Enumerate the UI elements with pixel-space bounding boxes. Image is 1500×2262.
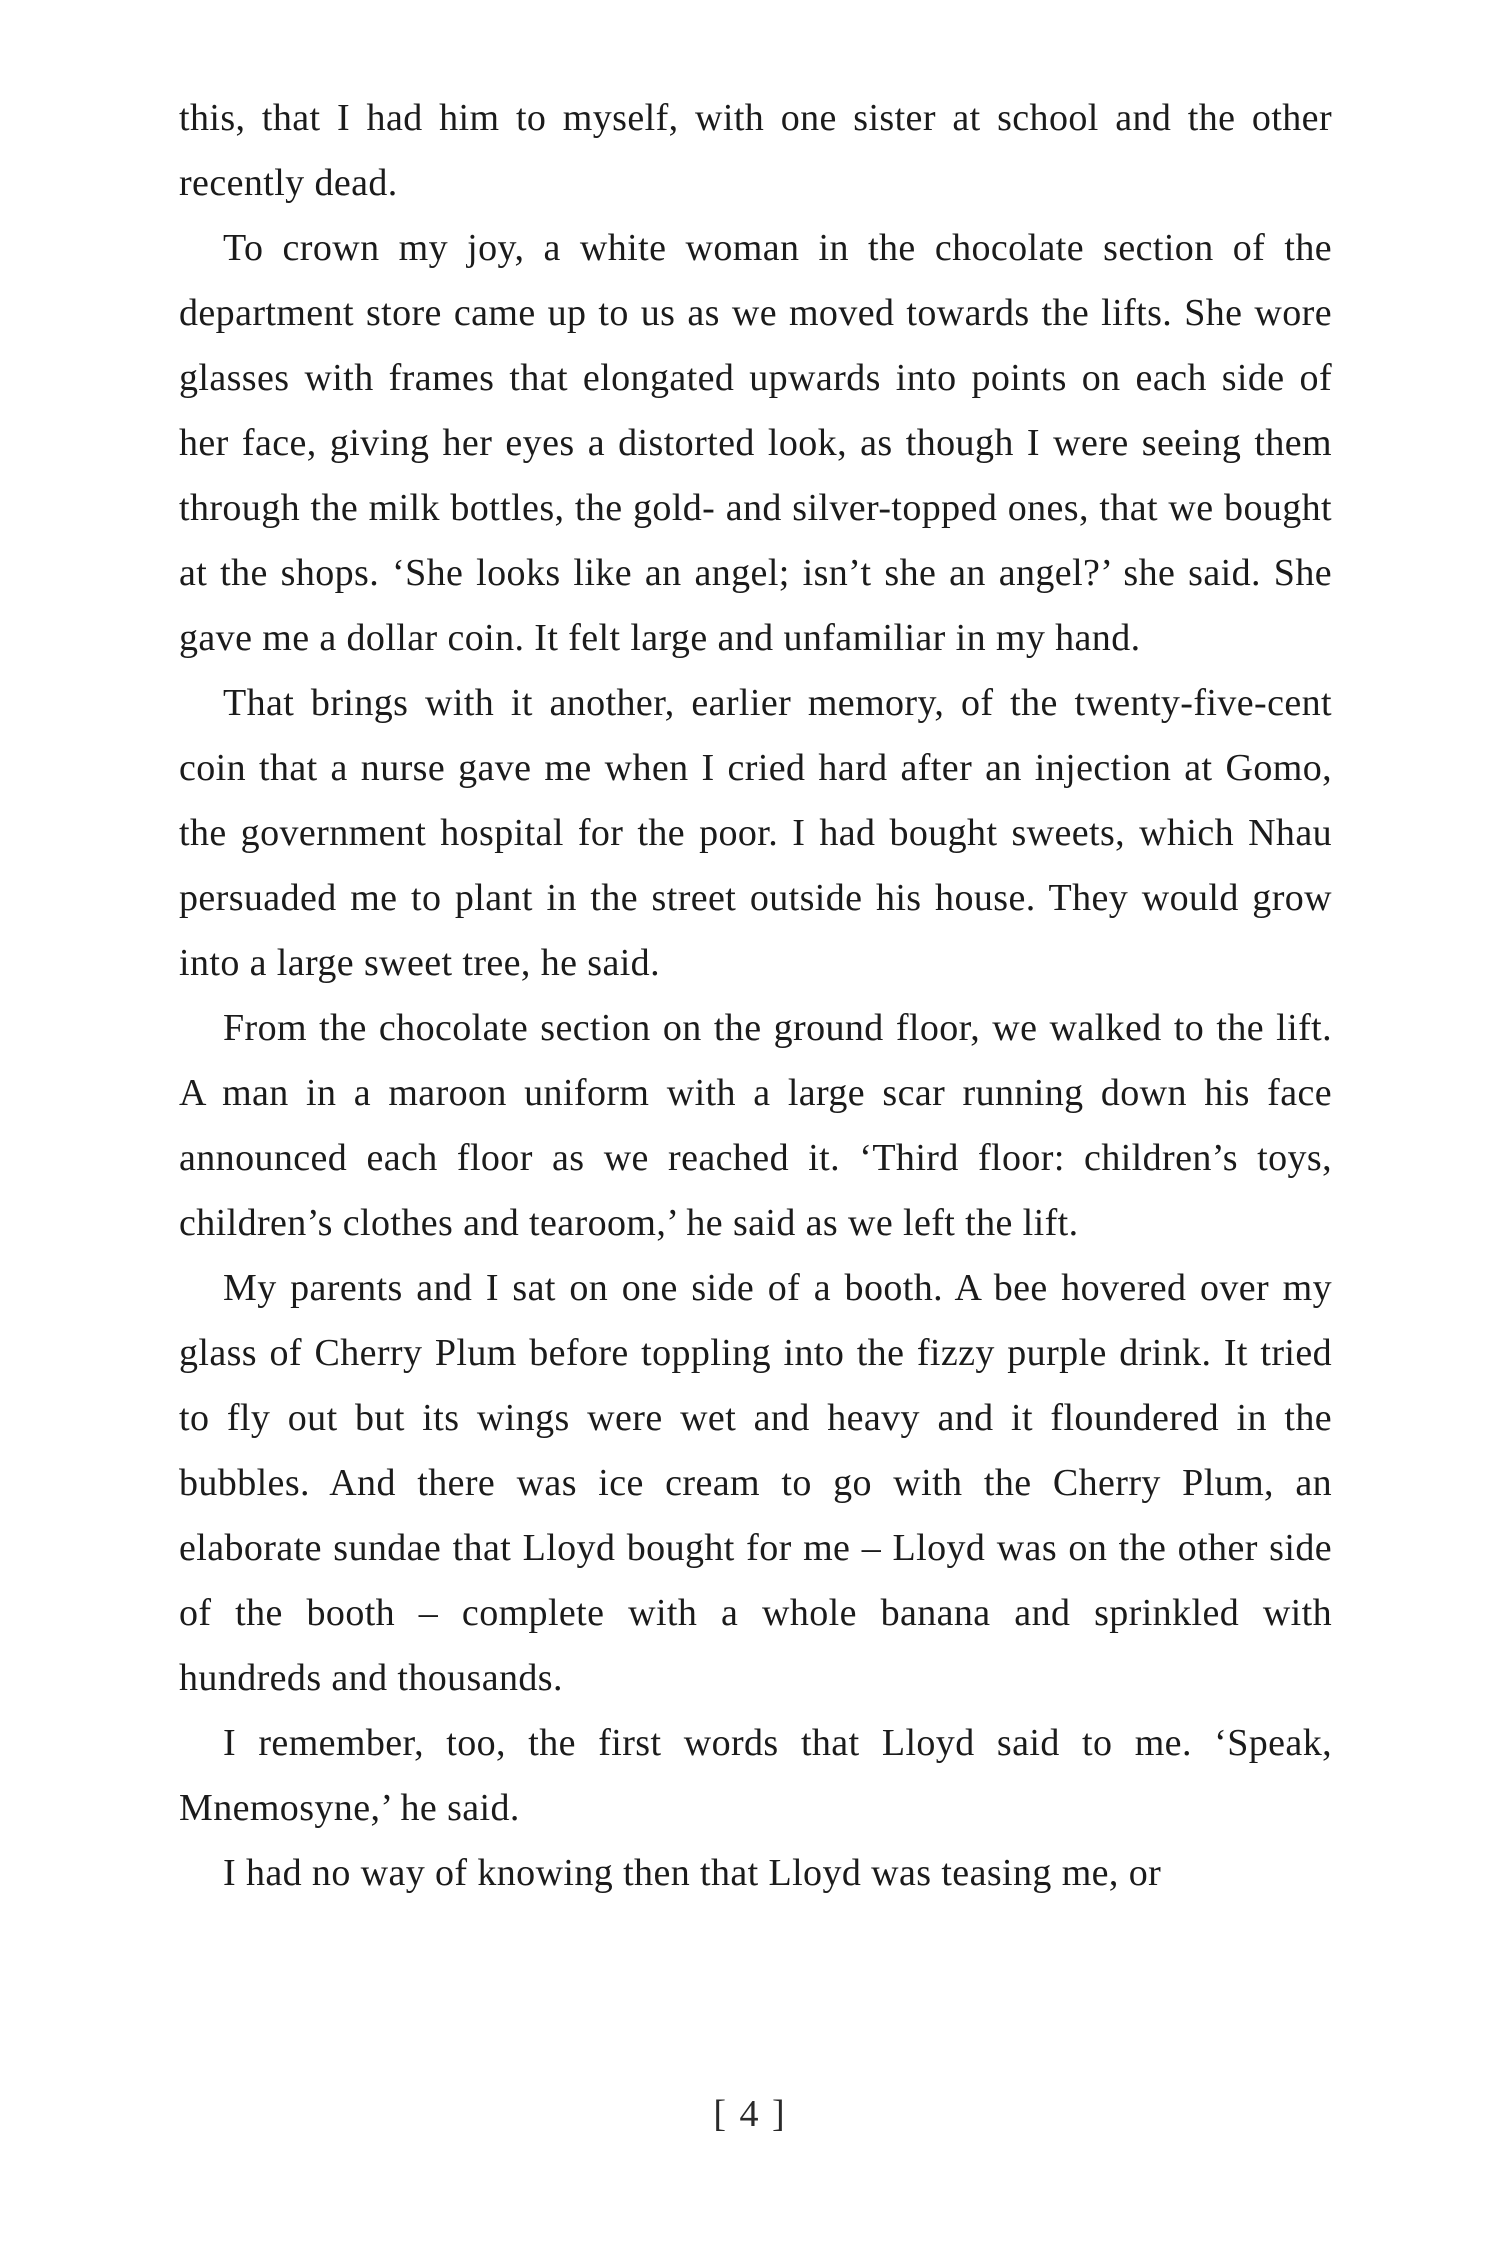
paragraph-3: That brings with it another, earlier memory, of the twenty-five-cent coin that a nurse gave me when I cried hard after an injection at Gomo, the government hospital for the poor. I had bought sweets, which Nhau persuaded me to plant in the street outside his house. They would grow into a large sweet tree, he said. — [179, 682, 1332, 984]
paragraph-2: To crown my joy, a white woman in the chocolate section of the department store came up to us as we moved towards the lifts. She wore glasses with frames that elongated upwards into points on each side of her face, giving her eyes a distorted look, as though I were seeing them through the milk bottles, the gold- and silver-topped ones, that we bought at the shops. ‘She looks like an angel; isn’t she an angel?’ she said. She gave me a dollar coin. It felt large and unfamiliar in my hand. — [179, 227, 1332, 659]
paragraph-6: I remember, too, the first words that Lloyd said to me. ‘Speak, Mnemosyne,’ he said. — [179, 1722, 1332, 1829]
paragraph-1: this, that I had him to myself, with one sister at school and the other recently dead. — [179, 97, 1332, 204]
paragraph-4: From the chocolate section on the ground floor, we walked to the lift. A man in a maroon uniform with a large scar running down his face announced each floor as we reached it. ‘Third floor: children’s toys, children’s clothes and tearoom,’ he said as we left the lift. — [179, 1007, 1332, 1244]
paragraph-5: My parents and I sat on one side of a booth. A bee hovered over my glass of Cherry Plum before toppling into the fizzy purple drink. It tried to fly out but its wings were wet and heavy and it floundered in the bubbles. And there was ice cream to go with the Cherry Plum, an elaborate sundae that Lloyd bought for me – Lloyd was on the other side of the booth – complete with a whole banana and sprinkled with hundreds and thousands. — [179, 1267, 1332, 1699]
paragraph-7: I had no way of knowing then that Lloyd was teasing me, or — [223, 1852, 1162, 1894]
page-number: [ 4 ] — [713, 2093, 787, 2135]
body-text — [179, 86, 1332, 1906]
